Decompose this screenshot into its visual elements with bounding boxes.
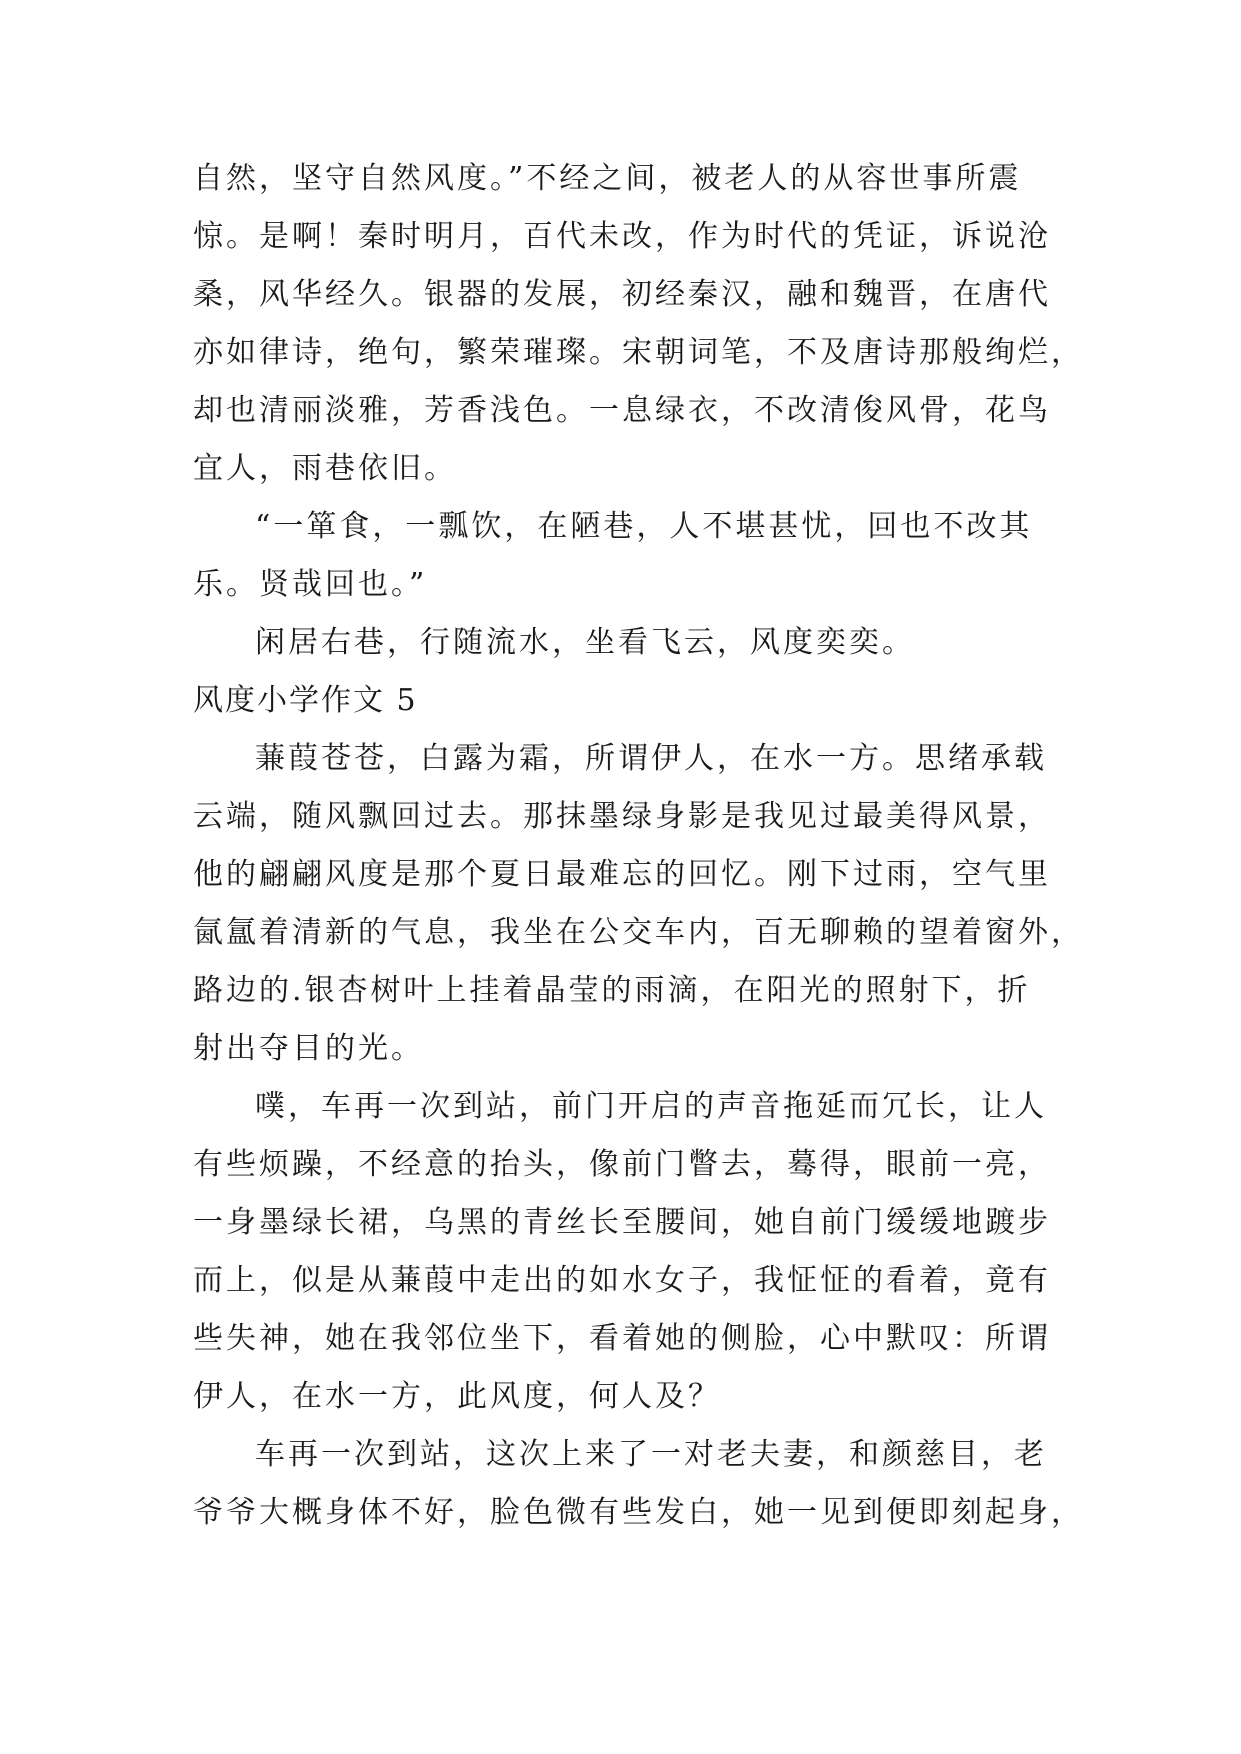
text-line: 些失神，她在我邻位坐下，看着她的侧脸，心中默叹：所谓 [193, 1321, 1051, 1356]
text-line: “一箪食，一瓢饮，在陋巷，人不堪甚忧，回也不改其 [255, 509, 1033, 544]
text-line: 而上，似是从蒹葭中走出的如水女子，我怔怔的看着，竟有 [193, 1263, 1051, 1298]
text-line: 一身墨绿长裙，乌黑的青丝长至腰间，她自前门缓缓地踱步 [193, 1205, 1051, 1240]
text-line: 伊人，在水一方，此风度，何人及？ [193, 1379, 721, 1414]
text-line: 云端，随风飘回过去。那抹墨绿身影是我见过最美得风景， [193, 799, 1051, 834]
section-heading: 风度小学作文 5 [193, 683, 418, 718]
text-line: 氤氲着清新的气息，我坐在公交车内，百无聊赖的望着窗外， [193, 915, 1084, 950]
text-line: 他的翩翩风度是那个夏日最难忘的回忆。刚下过雨，空气里 [193, 857, 1051, 892]
text-line: 却也清丽淡雅，芳香浅色。一息绿衣，不改清俊风骨，花鸟 [193, 393, 1051, 428]
text-line: 亦如律诗，绝句，繁荣璀璨。宋朝词笔，不及唐诗那般绚烂， [193, 335, 1084, 370]
text-line: 闲居右巷，行随流水，坐看飞云，风度奕奕。 [255, 625, 915, 660]
text-line: 乐。贤哉回也。” [193, 567, 428, 602]
text-line: 噗，车再一次到站，前门开启的声音拖延而冗长，让人 [255, 1089, 1047, 1124]
text-line: 桑，风华经久。银器的发展，初经秦汉，融和魏晋，在唐代 [193, 277, 1051, 312]
text-line: 射出夺目的光。 [193, 1031, 424, 1066]
text-line: 惊。是啊！秦时明月，百代未改，作为时代的凭证，诉说沧 [193, 219, 1051, 254]
text-line: 自然，坚守自然风度。”不经之间，被老人的从容世事所震 [193, 161, 1022, 196]
text-line: 爷爷大概身体不好，脸色微有些发白，她一见到便即刻起身， [193, 1495, 1084, 1530]
text-line: 有些烦躁，不经意的抬头，像前门瞥去，蓦得，眼前一亮， [193, 1147, 1051, 1182]
text-line: 宜人，雨巷依旧。 [193, 451, 457, 486]
text-line: 蒹葭苍苍，白露为霜，所谓伊人，在水一方。思绪承载 [255, 741, 1047, 776]
text-line: 车再一次到站，这次上来了一对老夫妻，和颜慈目，老 [255, 1437, 1047, 1472]
text-line: 路边的.银杏树叶上挂着晶莹的雨滴，在阳光的照射下，折 [193, 973, 1031, 1008]
document-body [193, 150, 1084, 1542]
